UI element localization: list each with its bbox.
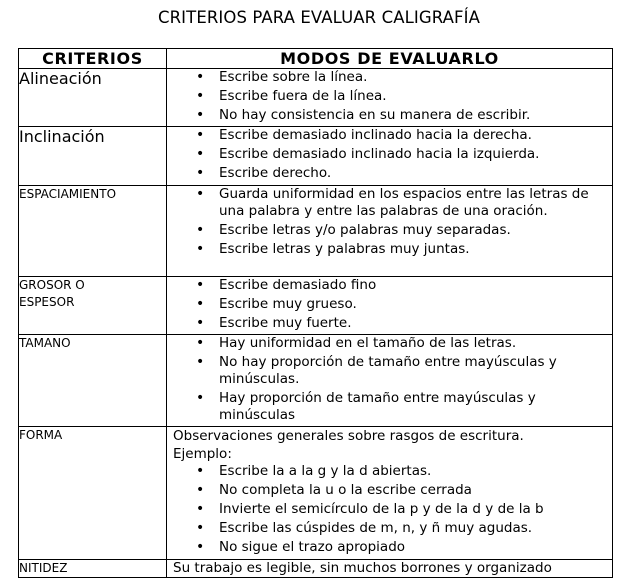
criterion-nitidez: NITIDEZ bbox=[19, 560, 167, 578]
table-row bbox=[19, 127, 613, 186]
list-item: • Escribe demasiado inclinado hacia la derecha. bbox=[219, 127, 612, 144]
modes-cell bbox=[167, 127, 613, 186]
modes-list bbox=[167, 277, 612, 332]
list-item: • Escribe sobre la línea. bbox=[219, 69, 612, 86]
list-item: • Escribe demasiado fino bbox=[219, 277, 612, 294]
list-item: • No completa la u o la escribe cerrada bbox=[219, 482, 612, 499]
list-item: • No hay proporción de tamaño entre mayúsculas y minúsculas. bbox=[219, 354, 612, 388]
criterion-grosor: GROSOR O ESPESOR bbox=[19, 277, 167, 335]
modes-list bbox=[167, 335, 612, 424]
list-item: • Escribe muy fuerte. bbox=[219, 315, 612, 332]
modes-cell bbox=[167, 335, 613, 427]
modes-cell bbox=[167, 69, 613, 127]
forma-example-label: Ejemplo: bbox=[173, 445, 232, 462]
list-item: • No hay consistencia en su manera de escribir. bbox=[219, 107, 612, 124]
header-modos: MODOS DE EVALUARLO bbox=[167, 49, 613, 69]
list-item: • Escribe la a la g y la d abiertas. bbox=[219, 463, 612, 480]
criterion-inclinacion: Inclinación bbox=[19, 127, 167, 186]
modes-list bbox=[167, 127, 612, 182]
criterion-forma: FORMA bbox=[19, 427, 167, 560]
list-item: • Guarda uniformidad en los espacios entre las letras de una palabra y entre las palabras de una oración. bbox=[219, 186, 612, 220]
list-item: • Escribe las cúspides de m, n, y ñ muy agudas. bbox=[219, 520, 612, 537]
header-criterios: CRITERIOS bbox=[19, 49, 167, 69]
nitidez-text: Su trabajo es legible, sin muchos borrones y organizado bbox=[173, 560, 552, 576]
modes-list bbox=[167, 186, 612, 258]
list-item: • No sigue el trazo apropiado bbox=[219, 539, 612, 556]
table-row bbox=[19, 427, 613, 560]
criterion-tamano: TAMANO bbox=[19, 335, 167, 427]
modes-cell bbox=[167, 427, 613, 560]
modes-list bbox=[167, 463, 612, 556]
table-row bbox=[19, 69, 613, 127]
modes-list bbox=[167, 69, 612, 124]
modes-cell bbox=[167, 277, 613, 335]
list-item: • Escribe letras y palabras muy juntas. bbox=[219, 241, 612, 258]
table-row bbox=[19, 277, 613, 335]
table-row bbox=[19, 560, 613, 578]
list-item: • Invierte el semicírculo de la p y de la d y de la b bbox=[219, 501, 612, 518]
document-title: CRITERIOS PARA EVALUAR CALIGRAFÍA bbox=[158, 8, 480, 27]
criterion-espaciamiento: ESPACIAMIENTO bbox=[19, 186, 167, 277]
table-header-row bbox=[19, 49, 613, 69]
forma-intro: Observaciones generales sobre rasgos de escritura. bbox=[173, 428, 524, 444]
table-row bbox=[19, 186, 613, 277]
list-item: • Escribe derecho. bbox=[219, 165, 612, 182]
list-item: • Escribe fuera de la línea. bbox=[219, 88, 612, 105]
modes-cell bbox=[167, 560, 613, 578]
list-item: • Escribe demasiado inclinado hacia la izquierda. bbox=[219, 146, 612, 163]
list-item: • Escribe muy grueso. bbox=[219, 296, 612, 313]
criterion-alineacion: Alineación bbox=[19, 69, 167, 127]
list-item: • Hay proporción de tamaño entre mayúsculas y minúsculas bbox=[219, 390, 612, 424]
list-item: • Escribe letras y/o palabras muy separadas. bbox=[219, 222, 612, 239]
list-item: • Hay uniformidad en el tamaño de las letras. bbox=[219, 335, 612, 352]
criteria-table bbox=[18, 48, 613, 578]
table-row bbox=[19, 335, 613, 427]
modes-cell bbox=[167, 186, 613, 277]
